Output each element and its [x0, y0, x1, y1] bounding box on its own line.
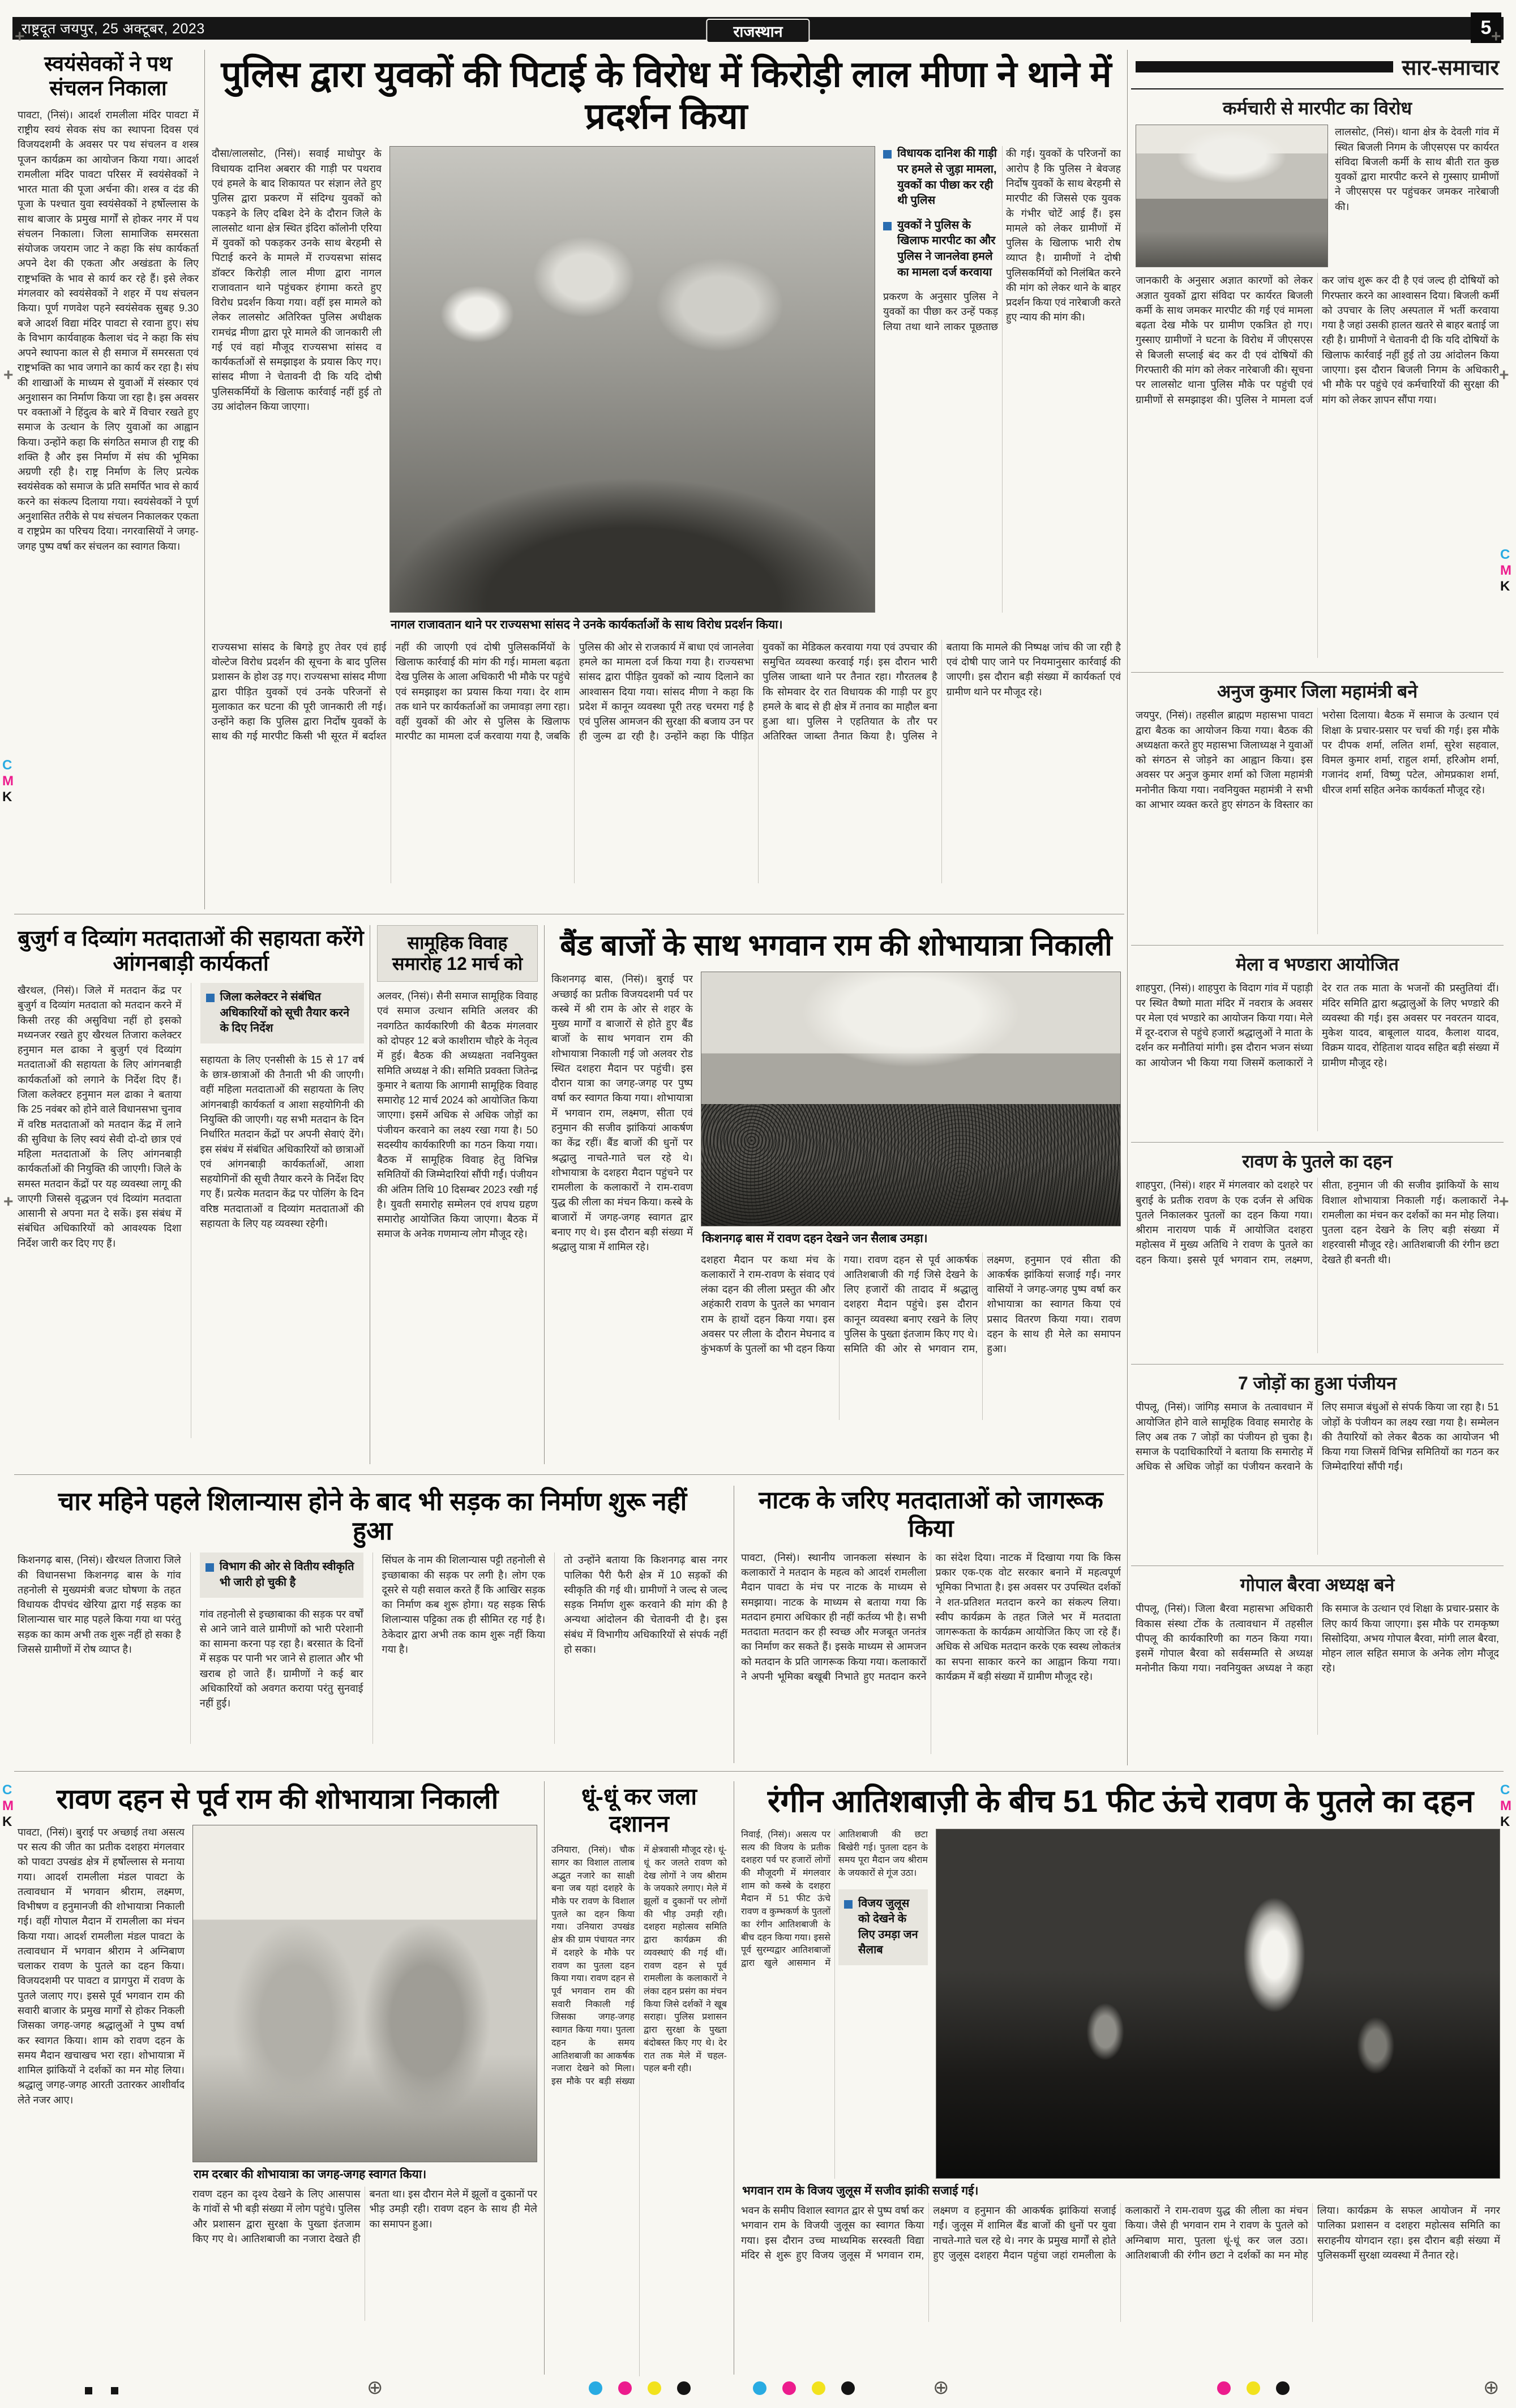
saar-item-title: कर्मचारी से मारपीट का विरोध [1223, 98, 1412, 118]
photo-caption: नागल राजावतान थाने पर राज्यसभा सांसद ने उनके कार्यकर्ताओं के साथ विरोध प्रदर्शन किया। [391, 618, 783, 632]
article-shobhayatra [14, 1779, 541, 2377]
registration-dot-magenta [782, 2381, 796, 2395]
ravan-dahan-photo [936, 1829, 1500, 2179]
article-body: निवाई, (निसं)। असत्य पर सत्य की विजय के प्रतीक दशहरा पर्व पर हजारों लोगों की मौजूदगी में मंगलवार शाम को कस्बे के दशहरा मैदान में 51 फीट ऊंचे रावण व कुम्भकर्ण के पुतलों का रंगीन आतिशबाजी के बीच दहन किया गया। इससे पूर्व सुरम्यद्वार आतिशबाजों द्वारा खुले आसमान में आतिशबाजी की छटा बिखेरी गई। पुतला दहन के समय पूरा मैदान जय श्रीराम के जयकारों से गूंज उठा। [741, 1829, 928, 1968]
registration-dot-cyan [589, 2381, 602, 2395]
crowd-photo [701, 972, 1121, 1226]
highlight-text: जिला कलेक्टर ने संबंधित अधिकारियों को सूची तैयार करने के दिए निर्देश [220, 991, 350, 1035]
saar-item-body: पीपलू, (निसं)। जिला बैरवा महासभा अधिकारी विकास संस्था टोंक के तत्वावधान में तहसील पीपलू की कार्यकारिणी का गठन किया गया। इसमें गोपाल बैरवा को सर्वसम्मति से अध्यक्ष मनोनीत किया गया। नवनियुक्त अध्यक्ष ने कहा कि समाज के उत्थान एवं शिक्षा के प्रचार-प्रसार के लिए कार्य किया जाएगा। इस मौके पर रामकृष्ण सिसोदिया, अभय गोपाल बैरवा, मांगी लाल बैरवा, मोहन लाल सहित समाज के अनेक लोग मौजूद रहे। [1136, 1603, 1499, 1674]
bullet-square-icon [844, 1900, 853, 1909]
saar-item-body: जयपुर, (निसं)। तहसील ब्राह्मण महासभा पावटा द्वारा बैठक का आयोजन किया गया। बैठक की अध्यक्षता करते हुए महासभा जिलाध्यक्ष ने युवाओं को संगठन से जोड़ने का आह्वान किया। इस अवसर पर अनुज कुमार शर्मा को जिला महामंत्री मनोनीत किया गया। नवनियुक्त महामंत्री ने सभी का आभार व्यक्त करते हुए संगठन के विस्तार का भरोसा दिलाया। बैठक में समाज के उत्थान एवं शिक्षा के प्रचार-प्रसार पर चर्चा की गई। इस मौके पर दीपक शर्मा, ललित शर्मा, सुरेश सहवाल, विमल कुमार शर्मा, राहुल शर्मा, हरिओम शर्मा, गजानंद शर्मा, विष्णु पटेल, ओमप्रकाश शर्मा, धीरज शर्मा सहित अनेक कार्यकर्ता मौजूद रहे। [1136, 709, 1499, 810]
article-body: तो उन्होंने बताया कि किशनगढ़ बास नगर पालिका पैरी फैरी क्षेत्र में 10 सड़कों की स्वीकृति की गई थी। ग्रामीणों ने जल्द से जल्द सड़क निर्माण शुरू करवाने की मांग की है अन्यथा आंदोलन की चेतावनी दी है। इस संबंध में विभागीय अधिकारियों से संपर्क नहीं हो सका। [554, 1552, 727, 1744]
cyan-letter: C [1500, 1782, 1510, 1798]
article-body: रावण दहन का दृश्य देखने के लिए आसपास के गांवों से भी बड़ी संख्या में लोग पहुंचे। पुलिस और प्रशासन द्वारा सुरक्षा के पुख्ता इंतजाम किए गए थे। आतिशबाजी का नजारा देखते ही बनता था। इस दौरान मेले में झूलों व दुकानों पर भीड़ उमड़ी रही। रावण दहन के साथ ही मेले का समापन हुआ। [192, 2188, 537, 2244]
saar-item [1131, 1365, 1504, 1566]
highlight-bullet [838, 1889, 928, 1965]
article-body: गांव तहनोली से इच्छाबाका की सड़क पर वर्षों से आने जाने वाले ग्रामीणों को भारी परेशानी का सामना करना पड़ रहा है। बरसात के दिनों में सड़क पर पानी भर जाने से हालात और भी खराब हो जाते हैं। ग्रामीणों ने कई बार अधिकारियों को अवगत कराया परंतु सुनवाई नहीं हुई। [199, 1608, 363, 1709]
masthead [12, 17, 1504, 40]
black-letter: K [1500, 1814, 1510, 1829]
article-vivah [374, 923, 541, 1466]
article-headline: रावण दहन से पूर्व राम की शोभायात्रा निकाली [56, 1784, 499, 1815]
bullet-square-icon [206, 994, 215, 1002]
saar-item-body: जानकारी के अनुसार अज्ञात कारणों को लेकर अज्ञात युवकों द्वारा संविदा पर कार्यरत बिजली कर्मी के साथ जमकर मारपीट की गई एवं मामला बढ़ता देख मौके पर ग्रामीण एकत्रित हो गए। गुस्साए ग्रामीणों ने घटना के विरोध में जीएसएस से बिजली सप्लाई बंद कर दी एवं दोषियों की गिरफ्तारी की मांग को लेकर नारेबाजी की। सूचना पर लालसोट थाना पुलिस मौके पर पहुंची एवं ग्रामीणों से समझाइश की। पुलिस ने मामला दर्ज कर जांच शुरू कर दी है एवं जल्द ही दोषियों को गिरफ्तार करने का आश्वासन दिया। बिजली कर्मी को उपचार के लिए अस्पताल में भर्ती करवाया गया है जहां उसकी हालत खतरे से बाहर बताई जा रही है। ग्रामीणों ने चेतावनी दी कि यदि दोषियों के खिलाफ कार्रवाई नहीं हुई तो उग्र आंदोलन किया जाएगा। इस दौरान बिजली निगम के अधिकारी भी मौके पर पहुंचे एवं कर्मचारियों की सुरक्षा की मांग को लेकर ज्ञापन सौंपा गया। [1136, 275, 1499, 405]
article-sadak [14, 1483, 731, 1765]
lead-right-column [883, 146, 1121, 613]
bullet-square-icon [883, 150, 892, 159]
photo-caption: भगवान राम के विजय जुलूस में सजीव झांकी सजाई गई। [742, 2184, 979, 2197]
header-bar [1136, 61, 1393, 72]
article-body: खैरथल, (निसं)। जिले में मतदान केंद्र पर बुजुर्ग व दिव्यांग मतदाता को मतदान करने में किसी तरह की असुविधा नहीं हो इसको मध्यनजर रखते हुए खैरथल तिजारा कलेक्टर हनुमान मल ढाका ने बुजुर्ग एवं दिव्यांग मतदाताओं की सहायता के लिए आंगनबाड़ी कार्यकर्ताओं को लगाने के निर्देश दिए हैं। जिला कलेक्टर हनुमान मल ढाका ने बताया कि 25 नवंबर को होने वाले विधानसभा चुनाव में वरिष्ठ मतदाताओं को मतदान केंद्र में लाने की सुविधा के लिए स्वयं सेवी दो-दो छात्र एवं महिला मतदाताओं के लिए आंगनबाड़ी कार्यकर्ताओं की नियुक्ति की जाएगी। जिले के समस्त मतदान केंद्रों पर यह व्यवस्था लागू की जाएगी जिससे वृद्धजन एवं दिव्यांग मतदाता आसानी से अपना मत दे सकें। इस संबंध में संबंधित अधिकारियों को आवश्यक दिशा निर्देश जारी कर दिए गए हैं। [18, 985, 182, 1249]
ram-darbar-photo [192, 1825, 537, 2162]
article-body: किशनगढ़ बास, (निसं)। खैरथल तिजारा जिले की विधानसभा किशनगढ़ बास के गांव तहनोली से मुख्यमंत्री बजट घोषणा के तहत विधायक दीपचंद खेरिया द्वारा गई सड़क का शिलान्यास चार माह पहले किया गया था परंतु सड़क का काम अभी तक शुरू नहीं हो सका है जिससे ग्रामीणों में रोष व्याप्त है। [18, 1554, 181, 1655]
saar-item-title: 7 जोड़ों का हुआ पंजीयन [1238, 1373, 1397, 1393]
divider [544, 1781, 545, 2375]
saar-item [1131, 673, 1504, 946]
highlight-bullet [883, 146, 998, 208]
article-natak [738, 1483, 1124, 1765]
article-body: सिंघल के नाम की शिलान्यास पट्टी तहनोली से इच्छाबाका की सड़क पर लगी है। लोग एक दूसरे से यही सवाल करते हैं कि आखिर सड़क का निर्माण कब शुरू होगा। यह सड़क सिर्फ शिलान्यास पट्टिका तक ही सीमित रह गई है। ठेकेदार द्वारा अभी तक काम शुरू नहीं किया गया है। [372, 1552, 546, 1744]
magenta-letter: M [2, 773, 14, 789]
saar-samachar-column [1131, 48, 1504, 1767]
registration-dot-yellow [812, 2381, 825, 2395]
saar-item-title: मेला व भण्डारा आयोजित [1236, 954, 1399, 974]
article-column [191, 983, 365, 1438]
article-headline: बैंड बाजों के साथ भगवान राम की शोभायात्रा निकाली [560, 929, 1112, 962]
article-headline: सामूहिक विवाह समारोह 12 मार्च को [377, 925, 538, 982]
registration-dot-black [1276, 2381, 1290, 2395]
highlight-text: युवकों ने पुलिस के खिलाफ मारपीट का और पुलिस ने जानलेवा हमले का मामला दर्ज करवाया [897, 219, 996, 279]
article-path-sanchalan [14, 48, 202, 910]
article-body: दशहरा मैदान पर कथा मंच के कलाकारों ने राम-रावण के संवाद एवं लंका दहन की लीला प्रस्तुत की और अहंकारी रावण के पुतले का भगवान राम के हाथों दहन किया गया। इस अवसर पर लीला के दौरान मेघनाद व कुंभकर्ण के पुतलों का भी दहन किया गया। रावण दहन से पूर्व आकर्षक आतिशबाजी की गई जिसे देखने के लिए हजारों की तादाद में श्रद्धालु दशहरा मैदान पहुंचे। इस दौरान कानून व्यवस्था बनाए रखने के लिए पुलिस के पुख्ता इंतजाम किए गए थे। समिति की ओर से भगवान राम, लक्ष्मण, हनुमान एवं सीता की आकर्षक झांकियां सजाई गईं। नगर वासियों ने जगह-जगह पुष्प वर्षा कर शोभायात्रा का स्वागत किया एवं प्रसाद वितरण किया गया। रावण दहन के साथ ही मेले का समापन हुआ। [701, 1254, 1121, 1355]
cyan-letter: C [1500, 547, 1510, 562]
article-body: दौसा/लालसोट, (निसं)। सवाई माधोपुर के विधायक दानिश अबरार की गाड़ी पर पथराव एवं हमले के बाद शिकायत पर संज्ञान लेते हुए पुलिस द्वारा प्रकरण में संदिग्ध युवकों को पकड़ने के लिए दबिश देने के दौरान जिले के लालसोट थाना क्षेत्र स्थित इंदिरा कॉलोनी एरिया में युवकों को पकड़कर उनके साथ बेरहमी से पिटाई करने के मामले में राज्यसभा सांसद डॉक्टर किरोड़ी लाल मीणा द्वारा नागल राजावतान थाने पहुंचकर हंगामा करते हुए विरोध प्रदर्शन किया गया। वहीं इस मामले को लेकर लालसोट अतिरिक्त पुलिस अधीक्षक रामचंद्र मीणा द्वारा पूरे मामले की जानकारी ली गई एवं वहां मौजूद राज्यसभा सांसद व कार्यकर्ताओं से समझाइश के प्रयास किए गए। सांसद मीणा ने चेतावनी दी कि यदि दोषी पुलिसकर्मियों के खिलाफ कार्रवाई नहीं हुई तो उग्र आंदोलन किया जाएगा। [212, 148, 382, 412]
cmyk-mark [1500, 1783, 1511, 1829]
saar-item-body: पीपलू, (निसं)। जांगिड़ समाज के तत्वावधान में आयोजित होने वाले सामूहिक विवाह समारोह के लिए अब तक 7 जोड़ों का पंजीयन हो चुका है। समाज के पदाधिकारियों ने बताया कि समारोह में अधिक से अधिक जोड़ों का पंजीयन करवाने के लिए समाज बंधुओं से संपर्क किया जा रहा है। 51 जोड़ों के पंजीयन का लक्ष्य रखा गया है। सम्मेलन की तैयारियों को लेकर बैठक का आयोजन भी किया गया जिसमें विभिन्न समितियों का गठन कर जिम्मेदारियां सौंपी गईं। [1136, 1401, 1499, 1473]
photo-caption: किशनगढ़ बास में रावण दहन देखने जन सैलाब उमड़ा। [702, 1232, 928, 1246]
black-letter: K [2, 1814, 12, 1829]
article-body: पावटा, (निसं)। स्थानीय जानकला संस्थान के कलाकारों ने मतदान के महत्व को आदर्श रामलीला मैदान पावटा के मंच पर नाटक के माध्यम से समझाया। नाटक के माध्यम से बताया गया कि मतदान हमारा अधिकार ही नहीं कर्तव्य भी है। सभी मतदाता मतदान कर ही स्वच्छ और मजबूत जनतंत्र का निर्माण कर सकते हैं। इसके माध्यम से आमजन को मतदान के प्रति जागरूक किया गया। कलाकारों ने अपनी भूमिका बखूबी निभाते हुए मतदान करने का संदेश दिया। नाटक में दिखाया गया कि किस प्रकार एक-एक वोट सरकार बनाने में महत्वपूर्ण भूमिका निभाता है। इस अवसर पर उपस्थित दर्शकों ने शत-प्रतिशत मतदान करने का संकल्प लिया। स्वीप कार्यक्रम के तहत जिले भर में मतदाता जागरूकता के कार्यक्रम आयोजित किए जा रहे हैं। अधिक से अधिक मतदान करके एक स्वस्थ लोकतंत्र का सपना साकार करने का आह्वान किया गया। कार्यक्रम में बड़ी संख्या में ग्रामीण मौजूद रहे। [741, 1551, 1121, 1682]
article-columns [18, 1552, 727, 1744]
registration-target: ⊕ [1483, 2377, 1500, 2398]
magenta-letter: M [1500, 1798, 1511, 1814]
article-body: राज्यसभा सांसद के बिगड़े हुए तेवर एवं हाई वोल्टेज विरोध प्रदर्शन की सूचना के बाद पुलिस प्रशासन के होश उड़ गए। राज्यसभा सांसद मीणा द्वारा पीड़ित युवकों एवं उनके परिजनों से मुलाकात कर घटना की पूरी जानकारी ली गई। उन्होंने कहा कि पुलिस द्वारा निर्दोष युवकों के साथ की गई मारपीट किसी भी सूरत में बर्दाश्त नहीं की जाएगी एवं दोषी पुलिसकर्मियों के खिलाफ कार्रवाई की मांग की गई। मामला बढ़ता देख पुलिस के आला अधिकारी भी मौके पर पहुंचे एवं समझाइश का प्रयास किया गया। देर शाम तक थाने पर कार्यकर्ताओं का जमावड़ा लगा रहा। वहीं युवकों की ओर से पुलिस के खिलाफ मारपीट का मामला दर्ज करवाया गया है, जबकि पुलिस की ओर से राजकार्य में बाधा एवं जानलेवा हमले का मामला दर्ज किया गया है। राज्यसभा सांसद द्वारा पीड़ित युवकों को न्याय दिलाने का आश्वासन दिया गया। सांसद मीणा ने कहा कि प्रदेश में कानून व्यवस्था पूरी तरह चरमरा गई है एवं पुलिस आमजन की सुरक्षा की बजाय उन पर ही जुल्म ढा रही है। उन्होंने कहा कि पीड़ित युवकों का मेडिकल करवाया गया एवं उपचार की समुचित व्यवस्था करवाई गई। इस दौरान भारी पुलिस जाब्ता थाने पर तैनात रहा। गौरतलब है कि सोमवार देर रात विधायक की गाड़ी पर हुए हमले के बाद से ही क्षेत्र में तनाव का माहौल बना हुआ था। पुलिस ने एहतियात के तौर पर अतिरिक्त जाब्ता तैनात किया है। पुलिस ने बताया कि मामले की निष्पक्ष जांच की जा रही है एवं दोषी पाए जाने पर नियमानुसार कार्रवाई की जाएगी। इस दौरान बड़ी संख्या में कार्यकर्ता एवं ग्रामीण थाने पर मौजूद रहे। [212, 641, 1121, 742]
saar-item [1131, 89, 1504, 673]
article-headline: नाटक के जरिए मतदाताओं को जागरूक किया [759, 1487, 1103, 1542]
saar-header-title: सार-समाचार [1402, 56, 1499, 80]
cmyk-mark [1500, 548, 1511, 593]
highlight-text: विधायक दानिश की गाड़ी पर हमले से जुड़ा मामला, युवकों का पीछा कर रही थी पुलिस [897, 147, 997, 207]
highlight-text: विजय जुलूस को देखने के लिए उमड़ा जन सैलाब [858, 1897, 918, 1957]
page-number: 5 [1471, 12, 1501, 43]
photo-caption: राम दरबार की शोभायात्रा का जगह-जगह स्वागत किया। [194, 2167, 427, 2181]
news-photo [1136, 125, 1328, 267]
divider [14, 1474, 1124, 1475]
article-body: प्रकरण के अनुसार पुलिस ने युवकों का पीछा कर उन्हें पकड़ लिया तथा थाने लाकर पूछताछ की गई। युवकों के परिजनों का आरोप है कि पुलिस ने बेवजह निर्दोष युवकों के साथ बेरहमी से मारपीट की जिससे एक युवक के गंभीर चोटें आई हैं। इस मामले को लेकर ग्रामीणों में पुलिस के खिलाफ भारी रोष व्याप्त है। ग्रामीणों ने दोषी पुलिसकर्मियों को निलंबित करने की मांग को लेकर थाने के बाहर प्रदर्शन किया एवं नारेबाजी करते हुए न्याय की मांग की। [883, 148, 1121, 332]
article-rangin-aatishbazi [738, 1779, 1504, 2377]
saar-item-title: अनुज कुमार जिला महामंत्री बने [1217, 681, 1418, 702]
lead-columns [212, 146, 1121, 613]
registration-square [85, 2387, 92, 2394]
registration-dot-magenta [618, 2381, 632, 2395]
registration-target: ⊕ [367, 2377, 383, 2398]
saar-item-body: शाहपुरा, (निसं)। शहर में मंगलवार को दशहरे पर बुराई के प्रतीक रावण के एक दर्जन से अधिक पुतले निकालकर पुतलों का दहन किया गया। श्रीराम नारायण पार्क में आयोजित दशहरा महोत्सव में मुख्य अतिथि ने रावण के पुतले का दहन किया। इससे पूर्व भगवान राम, लक्ष्मण, सीता, हनुमान जी की सजीव झांकियों के साथ विशाल शोभायात्रा निकाली गई। कलाकारों ने रामलीला का मंचन कर दर्शकों का मन मोह लिया। पुतला दहन देखने के लिए बड़ी संख्या में शहरवासी मौजूद रहे। आतिशबाजी की रंगीन छटा देखते ही बनती थी। [1136, 1179, 1499, 1265]
saar-item-body: लालसोट, (निसं)। थाना क्षेत्र के देवली गांव में स्थित बिजली निगम के जीएसएस पर कार्यरत संविदा बिजली कर्मी के साथ बीती रात कुछ युवकों द्वारा मारपीट करने से गुस्साए ग्रामीणों ने जीएसएस पर पहुंचकर जमकर नारेबाजी की। [1335, 126, 1499, 212]
masthead-date: राष्ट्रदूत जयपुर, 25 अक्टूबर, 2023 [22, 21, 205, 37]
registration-dot-cyan [753, 2381, 766, 2395]
magenta-letter: M [2, 1798, 14, 1814]
article-body: किशनगढ़ बास, (निसं)। बुराई पर अच्छाई का प्रतीक विजयदशमी पर्व पर कस्बे में श्री राम के ओर से शहर के मुख्य मार्गों व बाजारों से होते हुए बैंड बाजों के साथ भगवान राम की शोभायात्रा निकाली गई जो अलवर रोड स्थित दशहरा मैदान पर पहुंची। इस दौरान यात्रा का जगह-जगह पर पुष्प वर्षा कर स्वागत किया गया। शोभायात्रा में भगवान राम, लक्ष्मण, सीता एवं हनुमान की सजीव झांकियां आकर्षण का केंद्र रहीं। बैंड बाजों की धुनों पर श्रद्धालु नाचते-गाते चल रहे थे। शोभायात्रा के दशहरा मैदान पहुंचने पर रामलीला के कलाकारों ने राम-रावण युद्ध की लीला का मंचन किया। कस्बे के बाजारों में जगह-जगह स्वागत द्वार बनाए गए थे। इस दौरान बड़ी संख्या में श्रद्धालु यात्रा में शामिल रहे। [551, 973, 693, 1253]
registration-dot-black [677, 2381, 691, 2395]
divider [544, 925, 545, 1464]
registration-cross: + [1491, 27, 1501, 46]
article-columns [18, 983, 364, 1438]
highlight-text: विभाग की ओर से वितीय स्वीकृति भी जारी हो चुकी है [219, 1560, 354, 1589]
divider [1127, 50, 1128, 1765]
article-headline: रंगीन आतिशबाज़ी के बीच 51 फीट ऊंचे रावण के पुतले का दहन [767, 1783, 1474, 1819]
registration-cross: + [3, 366, 14, 384]
band-photo-column [701, 972, 1121, 1420]
article-headline: पुलिस द्वारा युवकों की पिटाई के विरोध में किरोड़ी लाल मीणा ने थाने में प्रदर्शन किया [221, 54, 1112, 137]
article-columns [741, 1829, 1500, 2179]
registration-target: ⊕ [933, 2377, 949, 2398]
article-body: पावटा, (निसं)। बुराई पर अच्छाई तथा असत्य पर सत्य की जीत का प्रतीक दशहरा मंगलवार को पावटा उपखंड क्षेत्र में हर्षोल्लास से मनाया गया। आदर्श रामलीला मंडल पावटा के तत्वावधान में भगवान श्रीराम, लक्ष्मण, विभीषण व हनुमानजी की शोभायात्रा निकाली गई। वहीं गोपाल मैदान में रामलीला का मंचन किया गया। आदर्श रामलीला मंडल पावटा के तत्वावधान में भगवान श्रीराम ने अग्निबाण चलाकर रावण के पुतले का दहन किया। विजयदशमी पर पावटा व प्रागपुरा में रावण के पुतले जलाए गए। इससे पूर्व भगवान राम की सवारी बाजार के प्रमुख मार्गों से होकर निकली जिसका जगह-जगह श्रद्धालुओं ने पुष्प वर्षा कर स्वागत किया। शाम को रावण दहन के समय मैदान खचाखच भरा रहा। शोभायात्रा में शामिल झांकियों ने दर्शकों का मन मोह लिया। श्रद्धालु जगह-जगह आरती उतारकर आशीर्वाद लेते नजर आए। [18, 1826, 185, 2106]
saar-item [1131, 1143, 1504, 1365]
article-anganwadi [14, 923, 367, 1466]
bullet-square-icon [883, 222, 892, 230]
registration-dot-magenta [1217, 2381, 1231, 2395]
registration-cross: + [15, 27, 25, 46]
bullet-square-icon [205, 1563, 214, 1572]
article-dashanan [548, 1779, 730, 2377]
saar-header [1131, 48, 1504, 89]
magenta-letter: M [1500, 563, 1511, 578]
cmyk-mark [2, 759, 14, 804]
registration-square [111, 2387, 118, 2394]
article-body: सहायता के लिए एनसीसी के 15 से 17 वर्ष के छात्र-छात्राओं की तैनाती भी की जाएगी। वहीं महिला मतदाताओं की सहायता के लिए आंगनबाड़ी कार्यकर्ता व आशा सहयोगिनी की नियुक्ति की जाएगी। यह सभी मतदान के दिन निर्धारित मतदान केंद्रों पर अपनी सेवाएं देंगे। इस संबंध में संबंधित अधिकारियों को छात्राओं एवं आंगनबाड़ी कार्यकर्ताओं, आशा सहयोगिनों की सूची तैयार करने के निर्देश दिए गए हैं। प्रत्येक मतदान केंद्र पर पोलिंग के दिन वरिष्ठ मतदाताओं व दिव्यांग मतदाताओं की सहायता के लिए यह व्यवस्था रहेगी। [200, 1054, 364, 1229]
registration-cross: + [3, 1192, 14, 1211]
masthead-section: राजस्थान [706, 19, 810, 43]
highlight-bullet [200, 1552, 363, 1597]
highlight-bullet [883, 218, 998, 280]
article-headline: धूं-धूं कर जला दशानन [581, 1783, 697, 1837]
divider [14, 1771, 1504, 1772]
article-headline: स्वयंसेवकों ने पथ संचलन निकाला [44, 52, 172, 100]
saar-item-row [1136, 125, 1499, 267]
photo-column [192, 1825, 537, 2321]
cyan-letter: C [2, 758, 12, 773]
saar-item-body: शाहपुरा, (निसं)। शाहपुरा के विदाग गांव में पहाड़ी पर स्थित वैष्णो माता मंदिर में नवरात्र के अवसर पर मेला एवं भण्डारे का आयोजन किया गया। मेले में दूर-दराज से पहुंचे हजारों श्रद्धालुओं ने माता के दर्शन कर मनौतियां मांगी। इस दौरान भजन संध्या का आयोजन भी किया गया जिसमें कलाकारों ने देर रात तक माता के भजनों की प्रस्तुतियां दीं। मंदिर समिति द्वारा श्रद्धालुओं के लिए भण्डारे की व्यवस्था की गई। इस अवसर पर नवरतन यादव, मुकेश यादव, बाबूलाल यादव, कैलाश यादव, विक्रम यादव, रोहिताश यादव सहित बड़ी संख्या में ग्रामीण मौजूद रहे। [1136, 982, 1499, 1068]
registration-dot-yellow [1247, 2381, 1260, 2395]
article-columns [18, 1825, 537, 2321]
registration-cross: + [1499, 366, 1509, 384]
registration-dot-yellow [648, 2381, 661, 2395]
saar-item [1131, 1566, 1504, 1746]
article-column [741, 1829, 928, 2179]
cmyk-mark [2, 1783, 14, 1829]
black-letter: K [1500, 579, 1510, 594]
article-body: उनियारा, (निसं)। चौक सागर का विशाल तालाब अद्भुत नजारे का साक्षी बना जब यहां दशहरे के मौके पर रावण के विशाल पुतले का दहन किया गया। उनियारा उपखंड क्षेत्र की ग्राम पंचायत नगर में दशहरे के मौके पर रावण का पुतला दहन किया गया। रावण दहन से पूर्व भगवान राम की सवारी निकाली गई जिसका जगह-जगह स्वागत किया गया। पुतला दहन के समय आतिशबाजी का आकर्षक नजारा देखने को मिला। इस मौके पर बड़ी संख्या में क्षेत्रवासी मौजूद रहे। धूं-धूं कर जलते रावण को देख लोगों ने जय श्रीराम के जयकारे लगाए। मेले में झूलों व दुकानों पर लोगों की भीड़ उमड़ी रही। दशहरा महोत्सव समिति द्वारा कार्यक्रम की व्यवस्थाएं की गई थीं। रावण दहन से पूर्व रामलीला के कलाकारों ने लंका दहन प्रसंग का मंचन किया जिसे दर्शकों ने खूब सराहा। पुलिस प्रशासन द्वारा सुरक्षा के पुख्ता बंदोबस्त किए गए थे। देर रात तक मेले में चहल-पहल बनी रही। [551, 1845, 727, 2087]
article-headline: चार महिने पहले शिलान्यास होने के बाद भी सड़क का निर्माण शुरू नहीं हुआ [58, 1487, 687, 1546]
black-letter: K [2, 789, 12, 805]
article-lead [208, 48, 1124, 910]
saar-item-title: गोपाल बैरवा अध्यक्ष बने [1240, 1575, 1395, 1595]
registration-dot-black [841, 2381, 855, 2395]
registration-cross: + [1499, 1192, 1509, 1211]
cyan-letter: C [2, 1782, 12, 1798]
article-columns [551, 972, 1121, 1420]
article-body: भवन के समीप विशाल स्वागत द्वार से पुष्प वर्षा कर भगवान राम के विजयी जुलूस का स्वागत किया गया। इस दौरान उच्च माध्यमिक सरस्वती विद्या मंदिर से शुरू हुए विजय जुलूस में भगवान राम, लक्ष्मण व हनुमान की आकर्षक झांकियां सजाई गईं। जुलूस में शामिल बैंड बाजों की धुनों पर युवा नाचते-गाते चल रहे थे। नगर के प्रमुख मार्गों से होते हुए जुलूस दशहरा मैदान पहुंचा जहां रामलीला के कलाकारों ने राम-रावण युद्ध की लीला का मंचन किया। जैसे ही भगवान राम ने रावण के पुतले को अग्निबाण मारा, पुतला धूं-धूं कर जल उठा। आतिशबाजी की रंगीन छटा ने दर्शकों का मन मोह लिया। कार्यक्रम के सफल आयोजन में नगर पालिका प्रशासन व दशहरा महोत्सव समिति का सराहनीय योगदान रहा। इस दौरान बड़ी संख्या में पुलिसकर्मी सुरक्षा व्यवस्था में तैनात रहे। [741, 2205, 1500, 2261]
article-body: पावटा, (निसं)। आदर्श रामलीला मंदिर पावटा में राष्ट्रीय स्वयं सेवक संघ का स्थापना दिवस एवं विजयदशमी के अवसर पर पथ संचलन व शस्त्र पूजन कार्यक्रम का आयोजन किया गया। आदर्श रामलीला मंदिर पावटा परिसर में स्वयंसेवकों ने भारत माता की पूजा अर्चना की। शस्त्र व दंड की पूजा के पश्चात युवा स्वयंसेवकों ने हर्षोल्लास के साथ बाजार के प्रमुख मार्गों से होकर नगर में पथ संचलन निकाला। जिला सामाजिक समरसता संयोजक जयराम जाट ने कहा कि संघ कार्यकर्ता अपने देश की एकता और अखंडता के लिए राष्ट्रभक्ति के भाव से कार्य कर रहे हैं। इसे लेकर मंगलवार को स्वयंसेवकों ने शहर में पथ संचलन किया। पूर्ण गणवेश पहने स्वयंसेवक सुबह 9.30 बजे आदर्श विद्या मंदिर पावटा से रवाना हुए। संघ के विभाग कार्यवाहक कैलाश चंद ने कहा कि संघ अपने स्थापना काल से ही समाज में समरसता एवं राष्ट्रभक्ति का भाव जगाने का कार्य कर रहा है। संघ की शाखाओं के माध्यम से युवाओं में संस्कार एवं अनुशासन का निर्माण किया जा रहा है। इस अवसर पर वक्ताओं ने हिंदुत्व के बारे में विचार रखते हुए समाज के उत्थान के लिए युवाओं का आह्वान किया। उन्होंने कहा कि संगठित समाज ही राष्ट्र की शक्ति है और इस निर्माण में संघ की भूमिका अग्रणी रही है। राष्ट्र निर्माण के लिए प्रत्येक स्वयंसेवक को समाज के प्रति समर्पित भाव से कार्य करने का संकल्प दिलाया गया। स्वयंसेवकों ने पूर्ण अनुशासित तरीके से पथ संचलन निकालकर एकता व राष्ट्रप्रेम का परिचय दिया। नगरवासियों ने जगह-जगह पुष्प वर्षा कर संचलन का स्वागत किया। [18, 109, 199, 552]
article-column [190, 1552, 363, 1744]
divider [204, 50, 205, 909]
article-body: अलवर, (निसं)। सैनी समाज सामूहिक विवाह एवं समाज उत्थान समिति अलवर की नवगठित कार्यकारिणी की बैठक मंगलवार को दोपहर 12 बजे काशीराम चौहरे के नेतृत्व में हुई। बैठक की अध्यक्षता नवनियुक्त समिति अध्यक्ष ने की। समिति प्रवक्ता जितेन्द्र कुमार ने बताया कि आगामी सामूहिक विवाह समारोह 12 मार्च 2024 को आयोजित किया जाएगा। इसमें अधिक से अधिक जोड़ों का पंजीयन करवाने का लक्ष्य रखा गया है। 50 सदस्यीय कार्यकारिणी का गठन किया गया। बैठक में सामूहिक विवाह हेतु विभिन्न समितियों की जिम्मेदारियां सौंपी गईं। पंजीयन की अंतिम तिथि 10 दिसम्बर 2023 रखी गई है। युवती समारोह सम्मेलन एवं शपथ ग्रहण समारोह आयोजित किया जाएगा। बैठक में समाज के अनेक गणमान्य लोग मौजूद रहे। [377, 990, 538, 1240]
article-headline: बुजुर्ग व दिव्यांग मतदाताओं की सहायता करेंगे आंगनबाड़ी कार्यकर्ता [18, 927, 364, 976]
highlight-bullet [200, 983, 365, 1043]
saar-item-title: रावण के पुतले का दहन [1242, 1151, 1393, 1171]
protest-photo [389, 146, 875, 613]
article-band-baja [548, 923, 1124, 1466]
saar-item [1131, 946, 1504, 1143]
